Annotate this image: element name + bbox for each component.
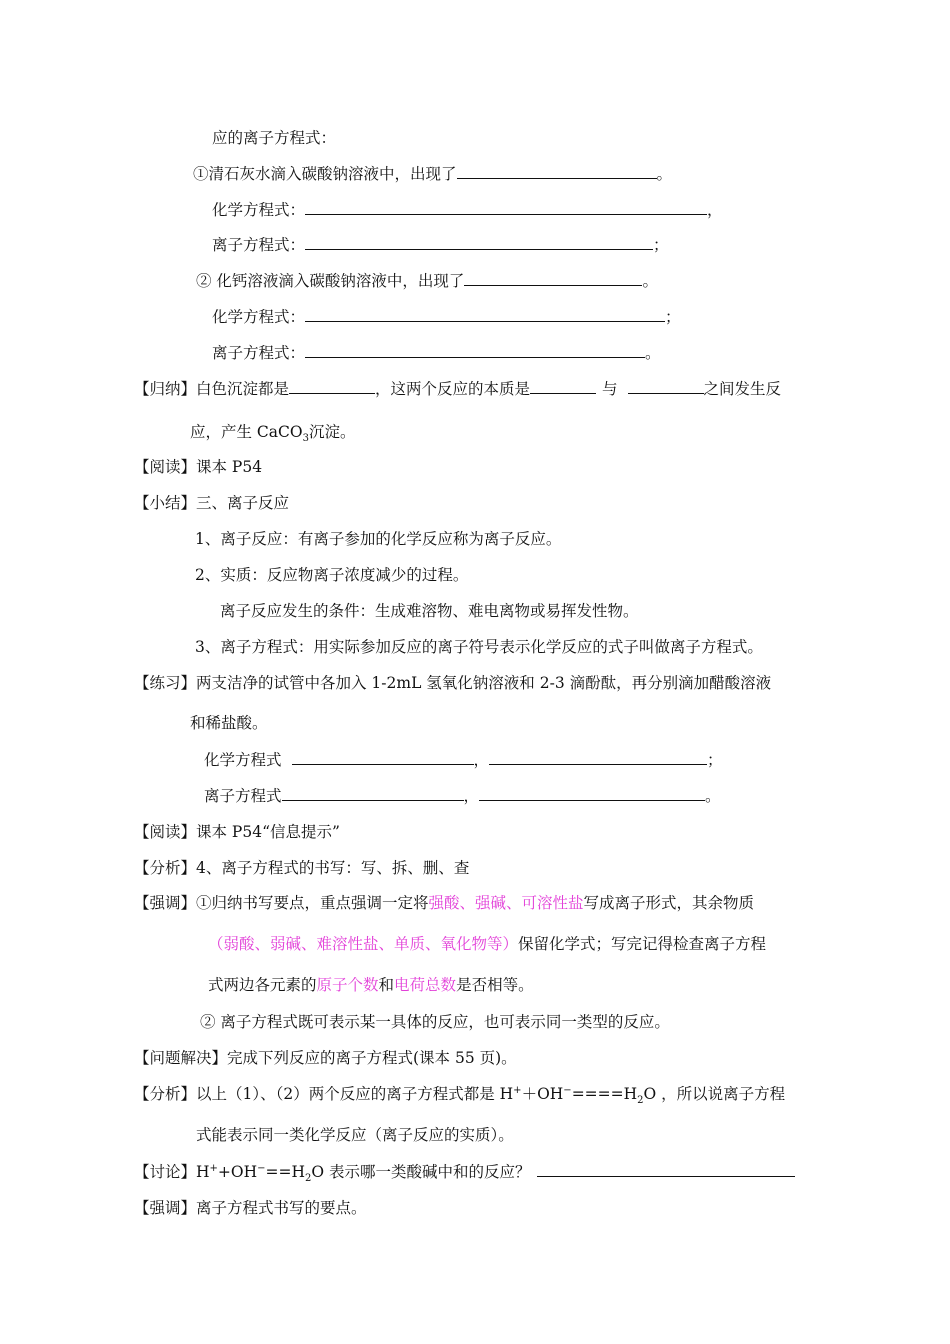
text-line-20 xyxy=(134,822,340,842)
text-line-8 xyxy=(134,379,781,399)
text-line-24 xyxy=(208,975,534,995)
subscript: 3 xyxy=(302,433,309,445)
text-line-3 xyxy=(212,200,723,220)
line-text: ； xyxy=(665,308,681,326)
line-text: 之间发生反 xyxy=(703,380,782,398)
text-line-22 xyxy=(134,893,754,913)
text-line-28 xyxy=(196,1125,514,1145)
text-line-27 xyxy=(134,1084,786,1107)
line-text: 【阅读】课本 P54 xyxy=(134,458,263,476)
text-line-23 xyxy=(208,934,766,954)
highlighted-text: 电荷总数 xyxy=(394,976,457,994)
line-text: ； xyxy=(653,236,669,254)
fill-blank[interactable] xyxy=(489,750,707,765)
text-line-14 xyxy=(220,601,639,621)
fill-blank[interactable] xyxy=(464,271,642,286)
line-text: 3、离子方程式：用实际参加反应的离子符号表示化学反应的式子叫做离子方程式。 xyxy=(195,638,763,656)
line-text: ①清石灰水滴入碳酸钠溶液中，出现了 xyxy=(193,165,457,183)
line-text: 。 xyxy=(642,272,658,290)
superscript: − xyxy=(257,1162,266,1174)
line-text: 离子方程式： xyxy=(212,344,306,362)
line-text: ＋OH xyxy=(521,1085,564,1103)
line-text: 与 xyxy=(602,380,618,398)
line-text: ， xyxy=(707,201,723,219)
text-line-2 xyxy=(193,164,672,184)
line-text: 和稀盐酸。 xyxy=(190,714,268,732)
superscript: − xyxy=(563,1084,572,1096)
line-text: 。 xyxy=(645,344,661,362)
line-text: 化学方程式： xyxy=(212,201,306,219)
text-line-13 xyxy=(195,565,468,585)
line-text: 【强调】离子方程式书写的要点。 xyxy=(134,1199,367,1217)
text-line-12 xyxy=(195,529,561,549)
fill-blank[interactable] xyxy=(289,379,375,394)
line-text: 式两边各元素的 xyxy=(208,976,317,994)
text-line-17 xyxy=(190,713,268,733)
line-text: 【讨论】H xyxy=(134,1163,210,1181)
line-text: 保留化学式；写完记得检查离子方程 xyxy=(518,935,767,953)
superscript: + xyxy=(209,1162,218,1174)
line-text: 【问题解决】完成下列反应的离子方程式(课本 55 页)。 xyxy=(134,1049,517,1067)
line-text: +OH xyxy=(217,1163,258,1181)
line-text: ； xyxy=(707,751,723,769)
line-text: 写成离子形式，其余物质 xyxy=(583,894,755,912)
line-text: 【归纳】白色沉淀都是 xyxy=(134,380,290,398)
line-text: ② 化钙溶液滴入碳酸钠溶液中，出现了 xyxy=(196,272,465,290)
text-line-4 xyxy=(212,235,669,255)
line-text: ② 离子方程式既可表示某一具体的反应，也可表示同一类型的反应。 xyxy=(200,1013,670,1031)
fill-blank[interactable] xyxy=(292,750,474,765)
line-text: 和 xyxy=(378,976,395,994)
superscript: + xyxy=(513,1084,522,1096)
text-line-9 xyxy=(190,422,356,445)
line-text: 。 xyxy=(656,165,673,183)
line-text: ====H xyxy=(571,1085,638,1103)
line-text: 离子方程式： xyxy=(212,236,306,254)
fill-blank[interactable] xyxy=(628,379,704,394)
highlighted-text: 强酸、强碱、可溶性盐 xyxy=(428,894,584,912)
fill-blank[interactable] xyxy=(305,343,645,358)
line-text: 【分析】4、离子方程式的书写：写、拆、删、查 xyxy=(134,859,470,877)
line-text: 【练习】两支洁净的试管中各加入 1-2mL 氢氧化钠溶液和 2-3 滴酚酞，再分别滴加醋酸溶液 xyxy=(134,674,772,692)
text-line-1 xyxy=(212,128,336,148)
line-text: O ，所以说离子方程 xyxy=(643,1085,786,1103)
text-line-7 xyxy=(212,343,661,363)
text-line-10 xyxy=(134,457,262,477)
line-text: ，这两个反应的本质是 xyxy=(375,380,531,398)
text-line-16 xyxy=(134,673,771,693)
line-text: 2、实质：反应物离子浓度减少的过程。 xyxy=(195,566,469,584)
fill-blank[interactable] xyxy=(282,786,464,801)
highlighted-text: （弱酸、弱碱、难溶性盐、单质、氧化物等） xyxy=(208,935,519,953)
line-text: O 表示哪一类酸碱中和的反应？ xyxy=(311,1163,531,1181)
fill-blank[interactable] xyxy=(479,786,705,801)
text-line-6 xyxy=(212,307,681,327)
text-line-29 xyxy=(134,1162,795,1185)
line-text: 【强调】①归纳书写要点，重点强调一定将 xyxy=(134,894,429,912)
line-text: ==H xyxy=(265,1163,306,1181)
line-text: 。 xyxy=(705,787,721,805)
line-text: 是否相等。 xyxy=(456,976,534,994)
line-text: 【分析】以上（1）、（2）两个反应的离子方程式都是 H xyxy=(134,1085,514,1103)
fill-blank[interactable] xyxy=(305,307,665,322)
highlighted-text: 原子个数 xyxy=(316,976,379,994)
line-text: ， xyxy=(473,751,490,769)
line-text: 式能表示同一类化学反应（离子反应的实质）。 xyxy=(196,1126,514,1144)
fill-blank[interactable] xyxy=(457,164,657,179)
line-text: 应，产生 CaCO xyxy=(190,423,303,441)
line-text: 离子方程式 xyxy=(204,787,282,805)
line-text: 【阅读】课本 P54“信息提示” xyxy=(134,823,340,841)
line-text: 化学方程式： xyxy=(212,308,306,326)
line-text: ， xyxy=(463,787,480,805)
text-line-19 xyxy=(204,786,721,806)
fill-blank[interactable] xyxy=(305,235,653,250)
subscript: 2 xyxy=(637,1095,644,1107)
text-line-26 xyxy=(134,1048,517,1068)
text-line-15 xyxy=(195,637,763,657)
text-line-18 xyxy=(204,750,723,770)
subscript: 2 xyxy=(305,1173,312,1185)
line-text: 1、离子反应：有离子参加的化学反应称为离子反应。 xyxy=(195,530,562,548)
text-line-5 xyxy=(196,271,658,291)
fill-blank[interactable] xyxy=(305,200,707,215)
line-text: 应的离子方程式： xyxy=(212,129,337,147)
text-line-25 xyxy=(200,1012,670,1032)
text-line-30 xyxy=(134,1198,367,1218)
fill-blank[interactable] xyxy=(530,379,596,394)
text-line-21 xyxy=(134,858,469,878)
line-text: 沉淀。 xyxy=(308,423,356,441)
line-text: 【小结】三、离子反应 xyxy=(134,494,290,512)
line-text: 离子反应发生的条件：生成难溶物、难电离物或易挥发性物。 xyxy=(220,602,639,620)
fill-blank[interactable] xyxy=(537,1162,795,1177)
line-text: 化学方程式 xyxy=(204,751,282,769)
text-line-11 xyxy=(134,493,289,513)
